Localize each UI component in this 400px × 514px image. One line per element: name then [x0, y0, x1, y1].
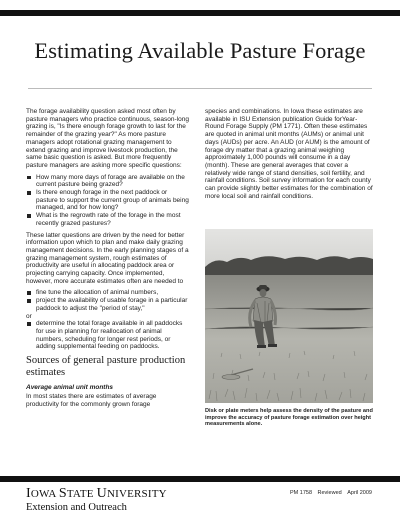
question-item: How many more days of forage are available on the current pasture being grazed?: [36, 174, 189, 189]
logo-text: OWA: [30, 488, 59, 500]
photo-caption: Disk or plate meters help assess the density of the pasture and improve the accuracy of pasture forage estimation over height measurements alone.: [205, 408, 373, 428]
question-item: Is there enough forage in the next paddock or pasture to support the current group of animals being managed, and for how long?: [36, 189, 189, 212]
need-item: determine the total forage available in all paddocks for use in planning for reallocation of animal numbers, scheduling for longer rest periods, or adding supplemental feeding on paddocks.: [36, 320, 189, 351]
review-status: Reviewed: [317, 490, 342, 496]
body-paragraph: These latter questions are driven by the need for better information upon which to plan and make daily grazing management decisions. In the early planning stages of a grazing management system, rough estimates of productivity are useful in allocating paddock area or projecting carrying capacity. Once implemented, however, more accurate estimates often are needed to: [26, 231, 189, 285]
needs-list: [26, 289, 189, 312]
section-heading: Sources of general pasture production estimates: [26, 355, 186, 379]
publication-date: April 2009: [347, 490, 372, 496]
left-column: [26, 108, 189, 412]
pasture-photo: [205, 229, 373, 403]
need-item: project the availability of usable forage in a particular paddock to adjust the "period of stay,": [36, 297, 188, 312]
subsection-heading: Average animal unit months: [26, 384, 114, 392]
logo-letter: U: [96, 486, 107, 501]
publication-number: PM 1758: [289, 490, 312, 496]
extension-label: Extension and Outreach: [26, 502, 127, 513]
university-logo: [26, 486, 167, 502]
logo-letter: I: [26, 486, 31, 501]
questions-list: [26, 174, 189, 228]
title-divider: [28, 88, 372, 89]
right-column: [205, 108, 373, 204]
bottom-band: [0, 476, 400, 482]
needs-list-continued: [26, 320, 189, 351]
need-item: fine tune the allocation of animal numbers,: [36, 289, 189, 297]
pasture-photo-image: [205, 229, 373, 403]
intro-paragraph: The forage availability question asked most often by pasture managers who practice continuous, season-long grazing is, "Is there enough forage growth to last for the remainder of the grazing year?" As more pasture managers adopt rotational grazing management to extend grazing and improve livestock production, the same basic question is asked. But more frequently pasture managers are asking more specific questions:: [26, 108, 189, 169]
logo-text: TATE: [66, 488, 97, 500]
logo-text: NIVERSITY: [106, 488, 167, 500]
question-item: What is the regrowth rate of the forage in the most recently grazed pastures?: [36, 212, 189, 227]
list-connector: or: [26, 312, 32, 320]
body-paragraph: species and combinations. In Iowa these estimates are available in ISU Extension publication Guide forYear-Round Forage Supply (PM 1771). Often these estimates are quoted in animal unit months (AUMs) or animal unit days (AUDs) per acre. An AUD (or AUM) is the amount of forage dry matter that a grazing animal weighing approximately 1,000 pounds will consume in a day (month). These are general averages that cover a relatively wide range of stand densities, soil fertility, and rainfall conditions. Soil survey information for each county can provide slightly better estimates for the combination of more local soil and rainfall conditions.: [205, 108, 373, 200]
logo-letter: S: [58, 486, 67, 501]
page-title: Estimating Available Pasture Forage: [34, 38, 366, 63]
publication-info: [286, 490, 372, 496]
body-paragraph: In most states there are estimates of average productivity for the commonly grown forage: [26, 392, 157, 408]
top-band: [0, 10, 400, 16]
